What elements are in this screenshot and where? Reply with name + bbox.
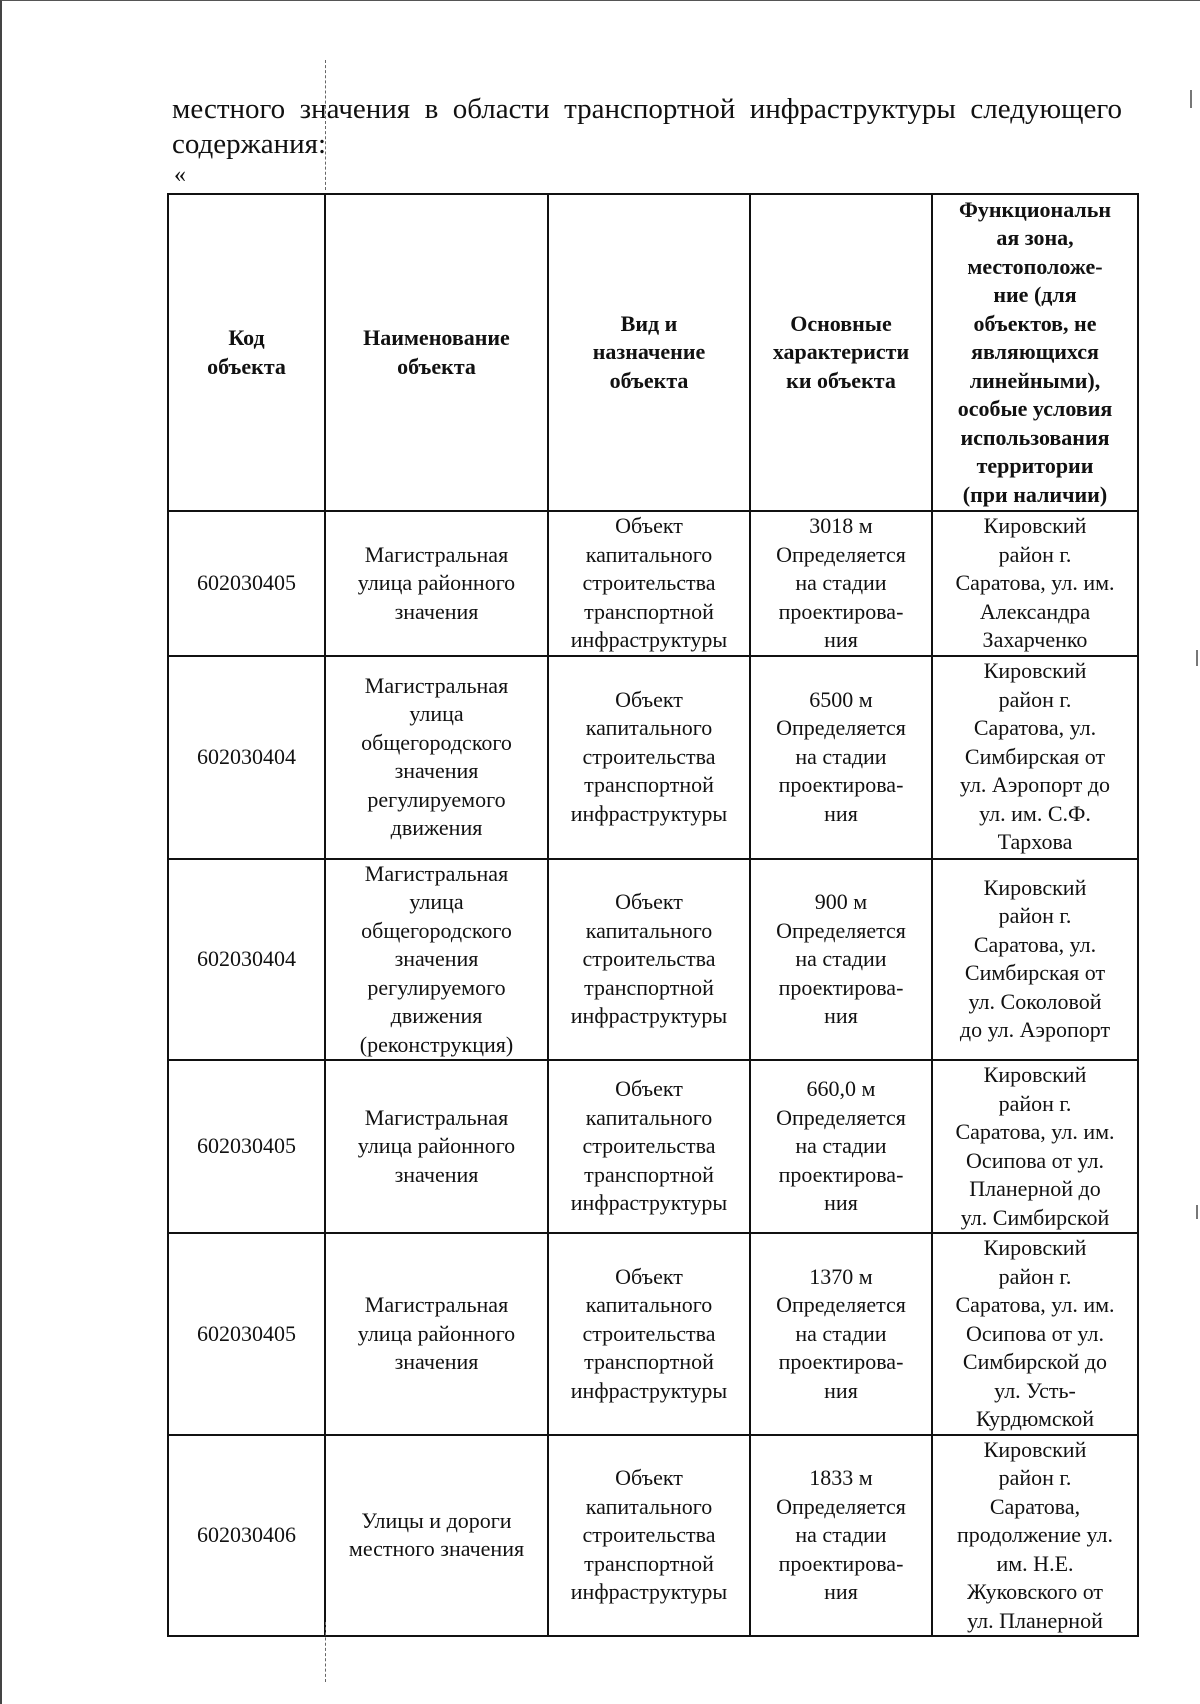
table-row (168, 1233, 1138, 1435)
intro-line-1: местного значения в области транспортной инфраструктуры следующего (172, 93, 1122, 125)
cell-code: 602030405 (168, 1060, 325, 1233)
cell-code: 602030404 (168, 859, 325, 1061)
table-row (168, 511, 1138, 656)
cell-zone: Кировский район г. Саратова, продолжение ул. им. Н.Е. Жуковского от ул. Планерной (932, 1435, 1138, 1637)
table-row (168, 859, 1138, 1061)
cell-characteristics: 6500 м Определяется на стадии проектирова- ния (750, 656, 932, 859)
cell-kind: Объект капитального строительства транспортной инфраструктуры (548, 656, 750, 859)
cell-code: 602030405 (168, 511, 325, 656)
table-row (168, 1060, 1138, 1233)
cell-kind: Объект капитального строительства транспортной инфраструктуры (548, 1233, 750, 1435)
table-row (168, 1435, 1138, 1637)
header-name: Наименование объекта (325, 194, 548, 511)
header-kind: Вид и назначение объекта (548, 194, 750, 511)
cell-characteristics: 660,0 м Определяется на стадии проектирова- ния (750, 1060, 932, 1233)
cell-characteristics: 1833 м Определяется на стадии проектирова- ния (750, 1435, 932, 1637)
cell-zone: Кировский район г. Саратова, ул. Симбирская от ул. Соколовой до ул. Аэропорт (932, 859, 1138, 1061)
cell-kind: Объект капитального строительства транспортной инфраструктуры (548, 859, 750, 1061)
cell-kind: Объект капитального строительства транспортной инфраструктуры (548, 511, 750, 656)
header-characteristics: Основные характеристи ки объекта (750, 194, 932, 511)
objects-table (167, 193, 1139, 1637)
cell-characteristics: 3018 м Определяется на стадии проектирова- ния (750, 511, 932, 656)
scan-artifact-mark (1190, 90, 1192, 108)
header-code: Код объекта (168, 194, 325, 511)
cell-zone: Кировский район г. Саратова, ул. им. Осипова от ул. Симбирской до ул. Усть- Курдюмской (932, 1233, 1138, 1435)
cell-name: Магистральная улица районного значения (325, 1060, 548, 1233)
cell-name: Магистральная улица общегородского значения регулируемого движения (325, 656, 548, 859)
intro-line-2: содержания: (172, 128, 327, 160)
cell-code: 602030406 (168, 1435, 325, 1637)
scan-artifact-mark (1196, 650, 1198, 666)
opening-quote: « (174, 162, 186, 188)
scan-artifact-line (325, 1622, 326, 1682)
cell-code: 602030405 (168, 1233, 325, 1435)
header-zone: Функциональн ая зона, местоположе- ние (для объектов, не являющихся линейными), особые условия использования территории (при наличии) (932, 194, 1138, 511)
intro-paragraph (172, 92, 1122, 162)
cell-zone: Кировский район г. Саратова, ул. им. Осипова от ул. Планерной до ул. Симбирской (932, 1060, 1138, 1233)
table-row (168, 656, 1138, 859)
cell-zone: Кировский район г. Саратова, ул. им. Александра Захарченко (932, 511, 1138, 656)
cell-characteristics: 900 м Определяется на стадии проектирова- ния (750, 859, 932, 1061)
scan-artifact-mark (1196, 1205, 1198, 1219)
cell-kind: Объект капитального строительства транспортной инфраструктуры (548, 1435, 750, 1637)
cell-name: Улицы и дороги местного значения (325, 1435, 548, 1637)
cell-name: Магистральная улица районного значения (325, 511, 548, 656)
scan-artifact-line (325, 60, 326, 190)
cell-name: Магистральная улица общегородского значения регулируемого движения (реконструкция) (325, 859, 548, 1061)
cell-code: 602030404 (168, 656, 325, 859)
cell-zone: Кировский район г. Саратова, ул. Симбирская от ул. Аэропорт до ул. им. С.Ф. Тархова (932, 656, 1138, 859)
table-header-row (168, 194, 1138, 511)
cell-kind: Объект капитального строительства транспортной инфраструктуры (548, 1060, 750, 1233)
cell-characteristics: 1370 м Определяется на стадии проектирова- ния (750, 1233, 932, 1435)
cell-name: Магистральная улица районного значения (325, 1233, 548, 1435)
